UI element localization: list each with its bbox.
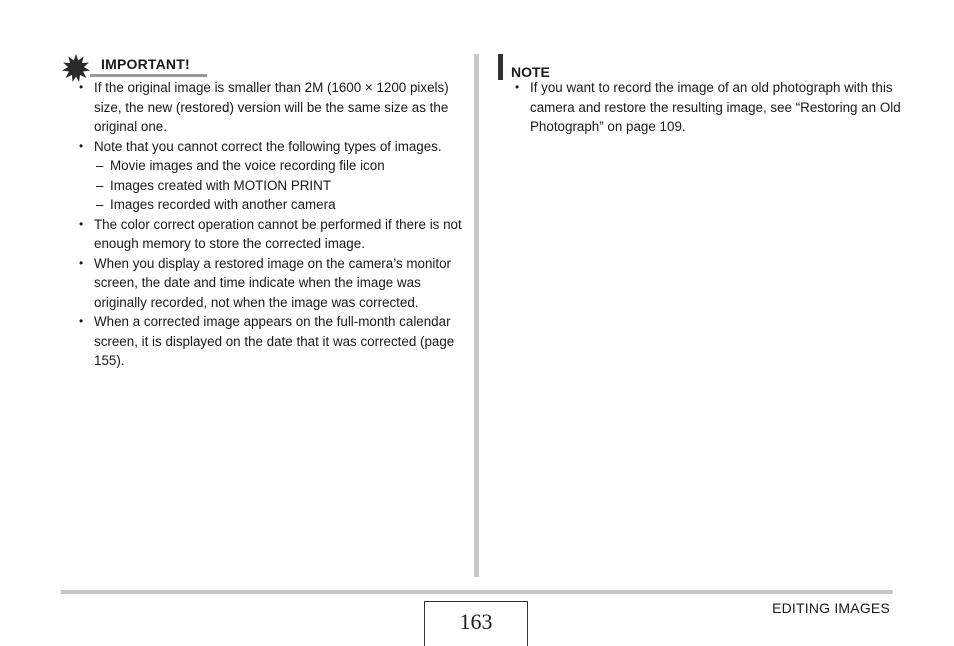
list-item-text: If you want to record the image of an old photograph with this camera and restore the resulting image, see “Restoring an Old Photograph” on page 109. <box>530 80 901 134</box>
sub-list-item <box>76 156 466 176</box>
list-item <box>512 78 902 137</box>
sub-list-item-text: Images created with MOTION PRINT <box>110 177 331 193</box>
list-item <box>76 215 466 254</box>
bullet: • <box>79 216 84 231</box>
important-underline <box>90 74 207 77</box>
list-item-text: Note that you cannot correct the following types of images. <box>94 138 442 154</box>
section-title: EDITING IMAGES <box>772 600 890 616</box>
important-sublist <box>76 156 466 215</box>
bullet: • <box>79 138 84 153</box>
note-marker-bar <box>498 54 503 80</box>
list-item <box>76 254 466 313</box>
bullet: • <box>515 80 520 94</box>
dash: – <box>96 197 104 212</box>
page-number: 163 <box>459 609 493 634</box>
list-item-text: If the original image is smaller than 2M (1600 × 1200 pixels) size, the new (restored) version will be the same size as the original one. <box>94 80 449 134</box>
important-title: IMPORTANT! <box>101 56 190 72</box>
footer-rule <box>61 590 893 594</box>
page-number-box <box>424 601 528 646</box>
bullet: • <box>79 255 84 270</box>
dash: – <box>96 158 104 173</box>
important-list <box>76 78 466 156</box>
list-item <box>76 137 466 157</box>
sub-list-item-text: Movie images and the voice recording file icon <box>110 158 385 173</box>
list-item-text: When you display a restored image on the camera’s monitor screen, the date and time indicate when the image was originally recorded, not when the image was corrected. <box>94 255 452 310</box>
sub-list-item-text: Images recorded with another camera <box>110 197 336 212</box>
dash: – <box>96 177 104 193</box>
note-list <box>512 78 902 137</box>
bullet: • <box>79 80 84 94</box>
sub-list-item <box>76 176 466 196</box>
bullet: • <box>79 314 84 328</box>
column-divider <box>474 54 479 577</box>
list-item <box>76 312 466 371</box>
list-item-text: The color correct operation cannot be performed if there is not enough memory to store the corrected image. <box>94 216 462 251</box>
list-item-text: When a corrected image appears on the full-month calendar screen, it is displayed on the date that it was corrected (page 155). <box>94 314 455 368</box>
list-item <box>76 78 466 137</box>
important-header <box>62 54 207 78</box>
sub-list-item <box>76 195 466 215</box>
note-title: NOTE <box>511 64 550 80</box>
important-list-continued <box>76 215 466 371</box>
important-content <box>76 78 466 371</box>
note-content <box>512 78 902 137</box>
